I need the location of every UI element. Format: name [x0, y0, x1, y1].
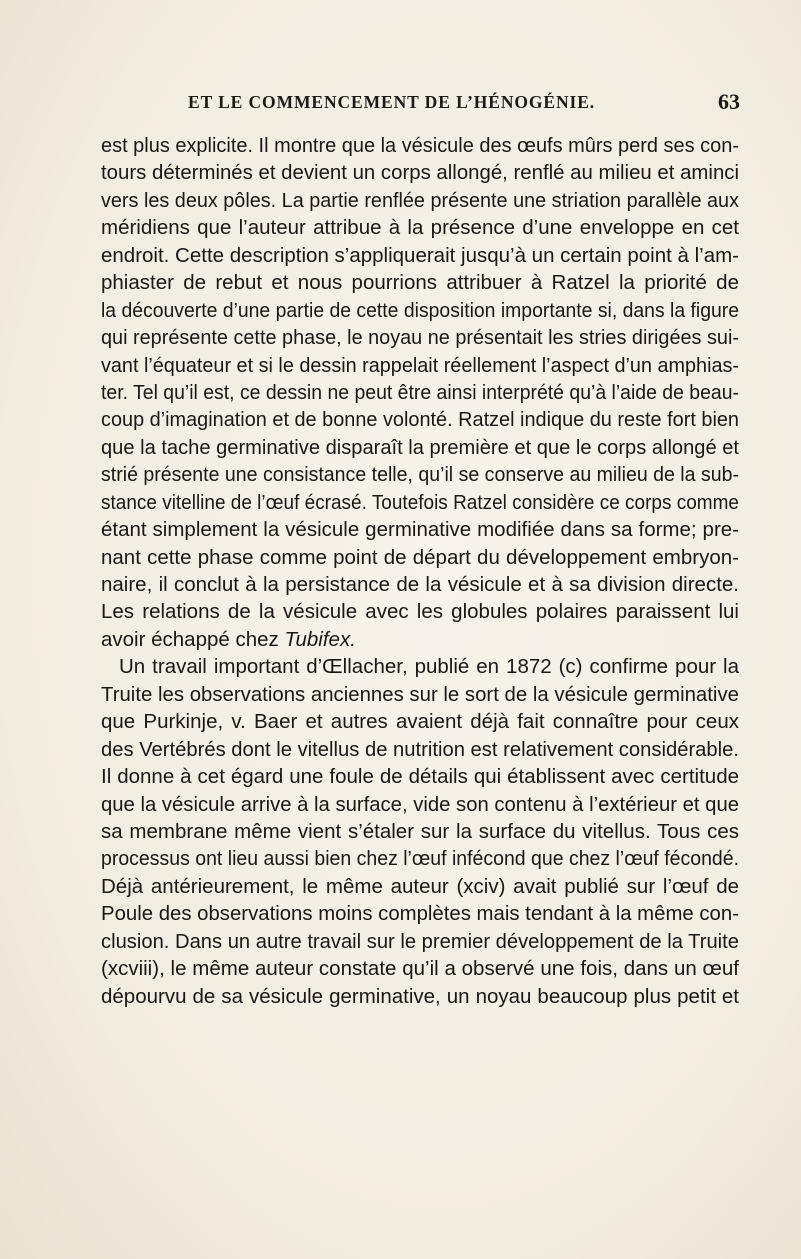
text-line: ter. Tel qu’il est, ce dessin ne peut être ainsi interprété qu’à l’aide de beau-: [101, 380, 740, 404]
text-line: Déjà antérieurement, le même auteur (xciv) avait publié sur l’œuf de: [101, 874, 739, 898]
text-line: nant cette phase comme point de départ du développement embryon-: [101, 545, 739, 569]
text-line: Poule des observations moins complètes mais tendant à la même con-: [101, 902, 739, 926]
text-line: strié présente une consistance telle, qu’il se conserve au milieu de la sub-: [101, 463, 740, 487]
page-number: 63: [718, 89, 740, 114]
text-line: qui représente cette phase, le noyau ne présentait les stries dirigées sui-: [101, 326, 739, 350]
text-line: Truite les observations anciennes sur le sort de la vésicule germinative: [101, 682, 739, 706]
text-line: clusion. Dans un autre travail sur le premier développement de la Truite: [101, 929, 740, 953]
text-line-paragraph-end: avoir échappé chez Tubifex.: [101, 627, 356, 651]
text-line: naire, il conclut à la persistance de la vésicule et à sa division directe.: [101, 573, 739, 596]
text-line: endroit. Cette description s’appliquerait jusqu’à un certain point à l’am-: [101, 243, 740, 267]
text-line: vers les deux pôles. La partie renflée présente une striation parallèle aux: [101, 188, 739, 212]
text-line: Il donne à cet égard une foule de détails qui établissent avec certitude: [101, 765, 739, 789]
body-text: [101, 132, 739, 1010]
text-line: que la vésicule arrive à la surface, vide son contenu à l’extérieur et que: [101, 792, 740, 816]
text-line: étant simplement la vésicule germinative modifiée dans sa forme; pre-: [101, 518, 739, 542]
text-line: processus ont lieu aussi bien chez l’œuf infécond que chez l’œuf fécondé.: [101, 847, 740, 871]
text-line: phiaster de rebut et nous pourrions attribuer à Ratzel la priorité de: [101, 271, 739, 295]
text-line: des Vertébrés dont le vitellus de nutrition est relativement considérable.: [101, 737, 740, 761]
species-name: Tubifex.: [284, 627, 356, 651]
running-head: [100, 89, 740, 122]
text-line: (xcviii), le même auteur constate qu’il a observé une fois, dans un œuf: [101, 957, 739, 981]
text-line: tours déterminés et devient un corps allongé, renflé au milieu et aminci: [101, 161, 740, 185]
text-line: vant l’équateur et si le dessin rappelait réellement l’aspect d’un amphias-: [101, 353, 740, 377]
text-line: dépourvu de sa vésicule germinative, un noyau beaucoup plus petit et: [101, 984, 739, 1008]
text-line: coup d’imagination et de bonne volonté. Ratzel indique du reste fort bien: [101, 408, 739, 432]
text-line: que la tache germinative disparaît la première et que le corps allongé et: [101, 435, 739, 459]
text-line-paragraph-start: Un travail important d’Œllacher, publié en 1872 (c) confirme pour la: [119, 655, 739, 679]
text-line: Les relations de la vésicule avec les globules polaires paraissent lui: [101, 600, 739, 624]
text-line: est plus explicite. Il montre que la vésicule des œufs mûrs perd ses con-: [101, 134, 739, 157]
text-line: stance vitelline de l’œuf écrasé. Toutefois Ratzel considère ce corps comme: [101, 490, 739, 514]
text-line: méridiens que l’auteur attribue à la présence d’une enveloppe en cet: [101, 216, 739, 240]
running-title: ET LE COMMENCEMENT DE L’HÉNOGÉNIE.: [188, 92, 596, 112]
text-line: que Purkinje, v. Baer et autres avaient déjà fait connaître pour ceux: [101, 710, 739, 734]
text-line: la découverte d’une partie de cette disposition importante si, dans la figure: [101, 298, 740, 322]
text-line: sa membrane même vient s’étaler sur la surface du vitellus. Tous ces: [101, 819, 739, 843]
